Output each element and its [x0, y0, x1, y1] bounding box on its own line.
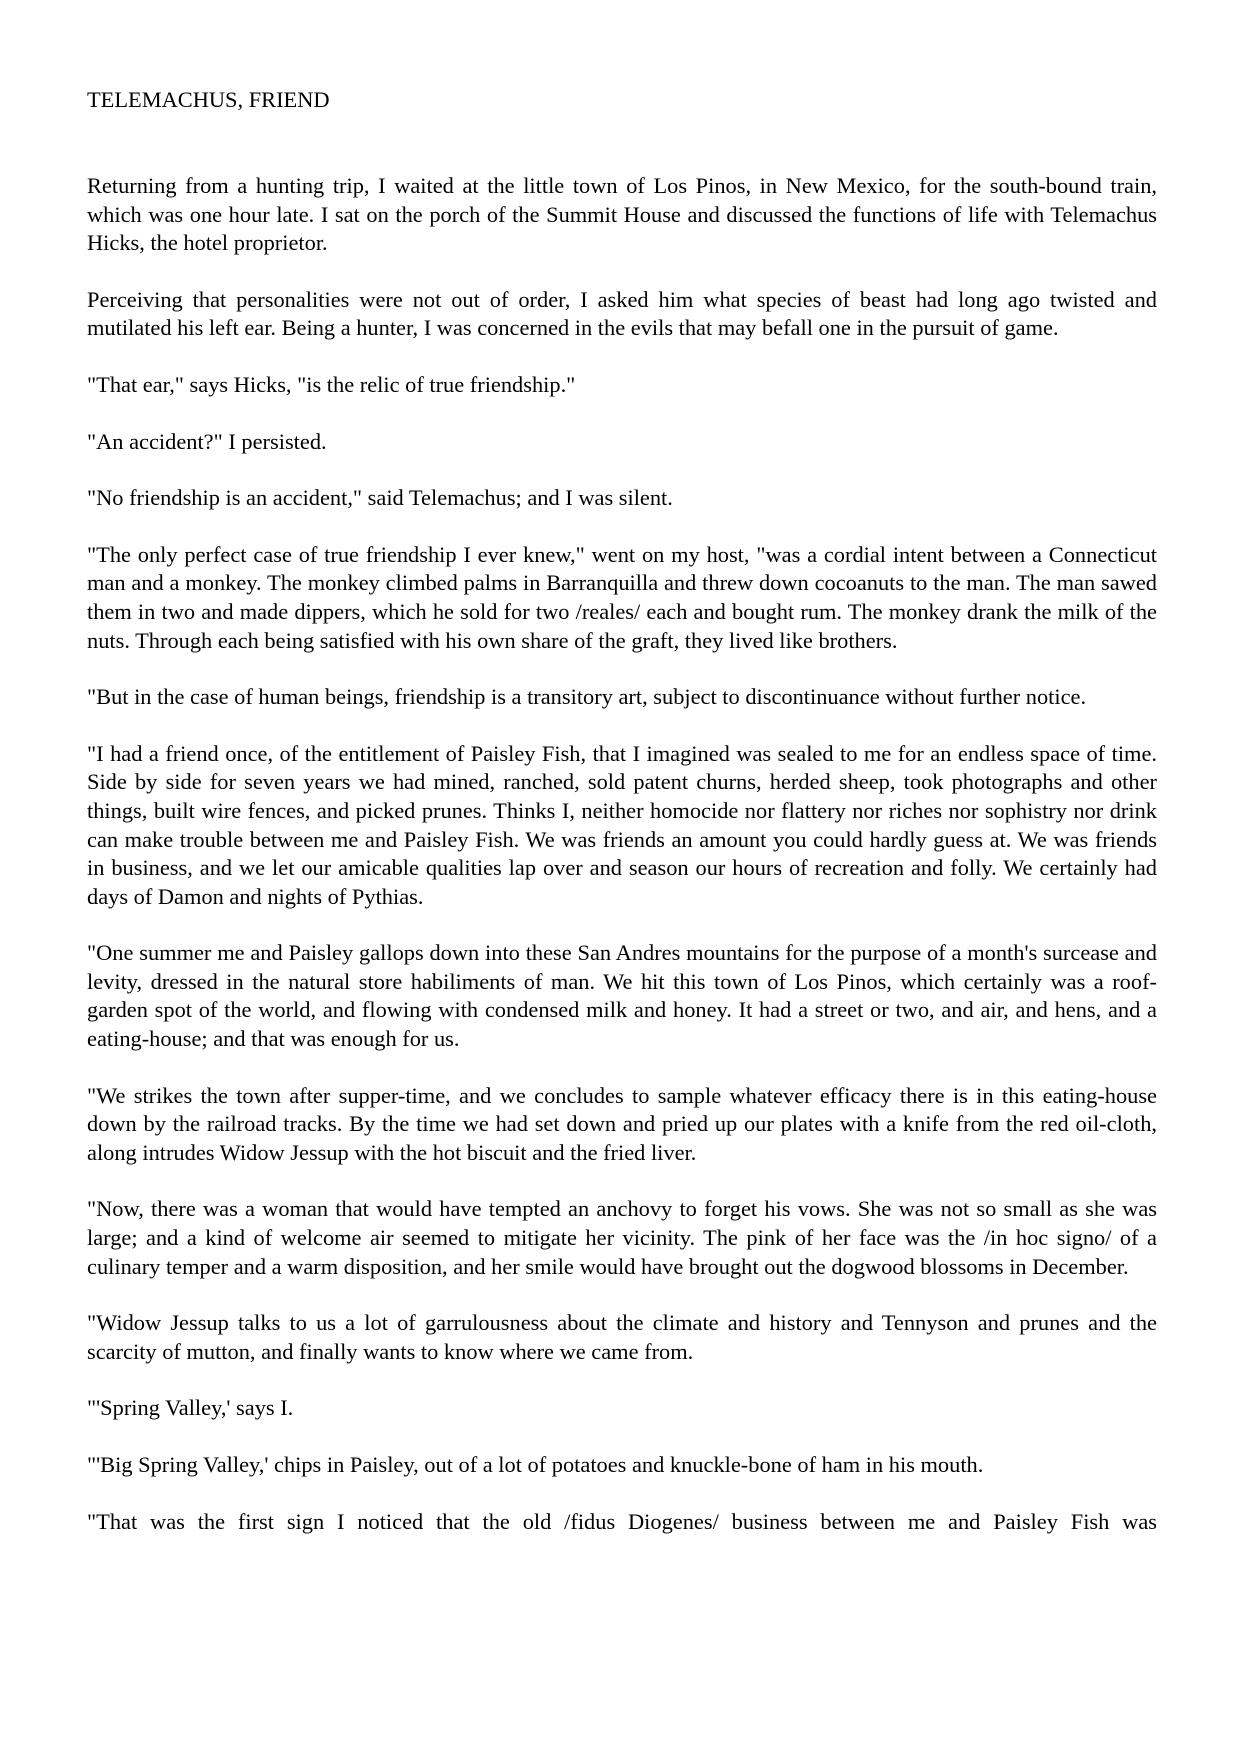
paragraph: "That was the first sign I noticed that the old /fidus Diogenes/ business between me and Paisley Fish was [87, 1508, 1157, 1534]
paragraph: "One summer me and Paisley gallops down into these San Andres mountains for the purpose of a month's surcease and levity, dressed in the natural store habiliments of man. We hit this town of Los Pinos, which certainly was a roof-garden spot of the world, and flowing with condensed milk and honey. It had a street or two, and air, and hens, and a eating-house; and that was enough for us. [87, 940, 1157, 1052]
paragraph: "Widow Jessup talks to us a lot of garrulousness about the climate and history and Tennyson and prunes and the scarcity of mutton, and finally wants to know where we came from. [87, 1310, 1157, 1364]
paragraph: "But in the case of human beings, friendship is a transitory art, subject to discontinuance without further notice. [87, 684, 1087, 710]
paragraph: "I had a friend once, of the entitlement of Paisley Fish, that I imagined was sealed to me for an endless space of time. Side by side for seven years we had mined, ranched, sold patent churns, herded sheep, took photographs and other things, built wire fences, and picked prunes. Thinks I, neither homocide nor flattery nor riches nor sophistry nor drink can make trouble between me and Paisley Fish. We was friends an amount you could hardly guess at. We was friends in business, and we let our amicable qualities lap over and season our hours of recreation and folly. We certainly had days of Damon and nights of Pythias. [87, 740, 1157, 909]
paragraph: "No friendship is an accident," said Telemachus; and I was silent. [87, 485, 673, 511]
story-body [87, 172, 1157, 1564]
story-title: TELEMACHUS, FRIEND [87, 87, 330, 112]
paragraph: "'Big Spring Valley,' chips in Paisley, out of a lot of potatoes and knuckle-bone of ham in his mouth. [87, 1452, 984, 1477]
paragraph: "Now, there was a woman that would have tempted an anchovy to forget his vows. She was not so small as she was large; and a kind of welcome air seemed to mitigate her vicinity. The pink of her face was the /in hoc signo/ of a culinary temper and a warm disposition, and her smile would have brought out the dogwood blossoms in December. [87, 1196, 1157, 1279]
paragraph: "We strikes the town after supper-time, and we concludes to sample whatever efficacy there is in this eating-house down by the railroad tracks. By the time we had set down and pried up our plates with a knife from the red oil-cloth, along intrudes Widow Jessup with the hot biscuit and the fried liver. [87, 1082, 1157, 1165]
paragraph: Returning from a hunting trip, I waited at the little town of Los Pinos, in New Mexico, for the south-bound train, which was one hour late. I sat on the porch of the Summit House and discussed the functions of life with Telemachus Hicks, the hotel proprietor. [87, 173, 1157, 256]
paragraph: "'Spring Valley,' says I. [87, 1395, 294, 1421]
paragraph: "The only perfect case of true friendship I ever knew," went on my host, "was a cordial intent between a Connecticut man and a monkey. The monkey climbed palms in Barranquilla and threw down cocoanuts to the man. The man sawed them in two and made dippers, which he sold for two /reales/ each and bought rum. The monkey drank the milk of the nuts. Through each being satisfied with his own share of the graft, they lived like brothers. [87, 541, 1157, 653]
paragraph: "That ear," says Hicks, "is the relic of true friendship." [87, 371, 576, 397]
paragraph: "An accident?" I persisted. [87, 428, 327, 454]
paragraph: Perceiving that personalities were not out of order, I asked him what species of beast had long ago twisted and mutilated his left ear. Being a hunter, I was concerned in the evils that may befall one in the pursuit of game. [87, 286, 1157, 341]
